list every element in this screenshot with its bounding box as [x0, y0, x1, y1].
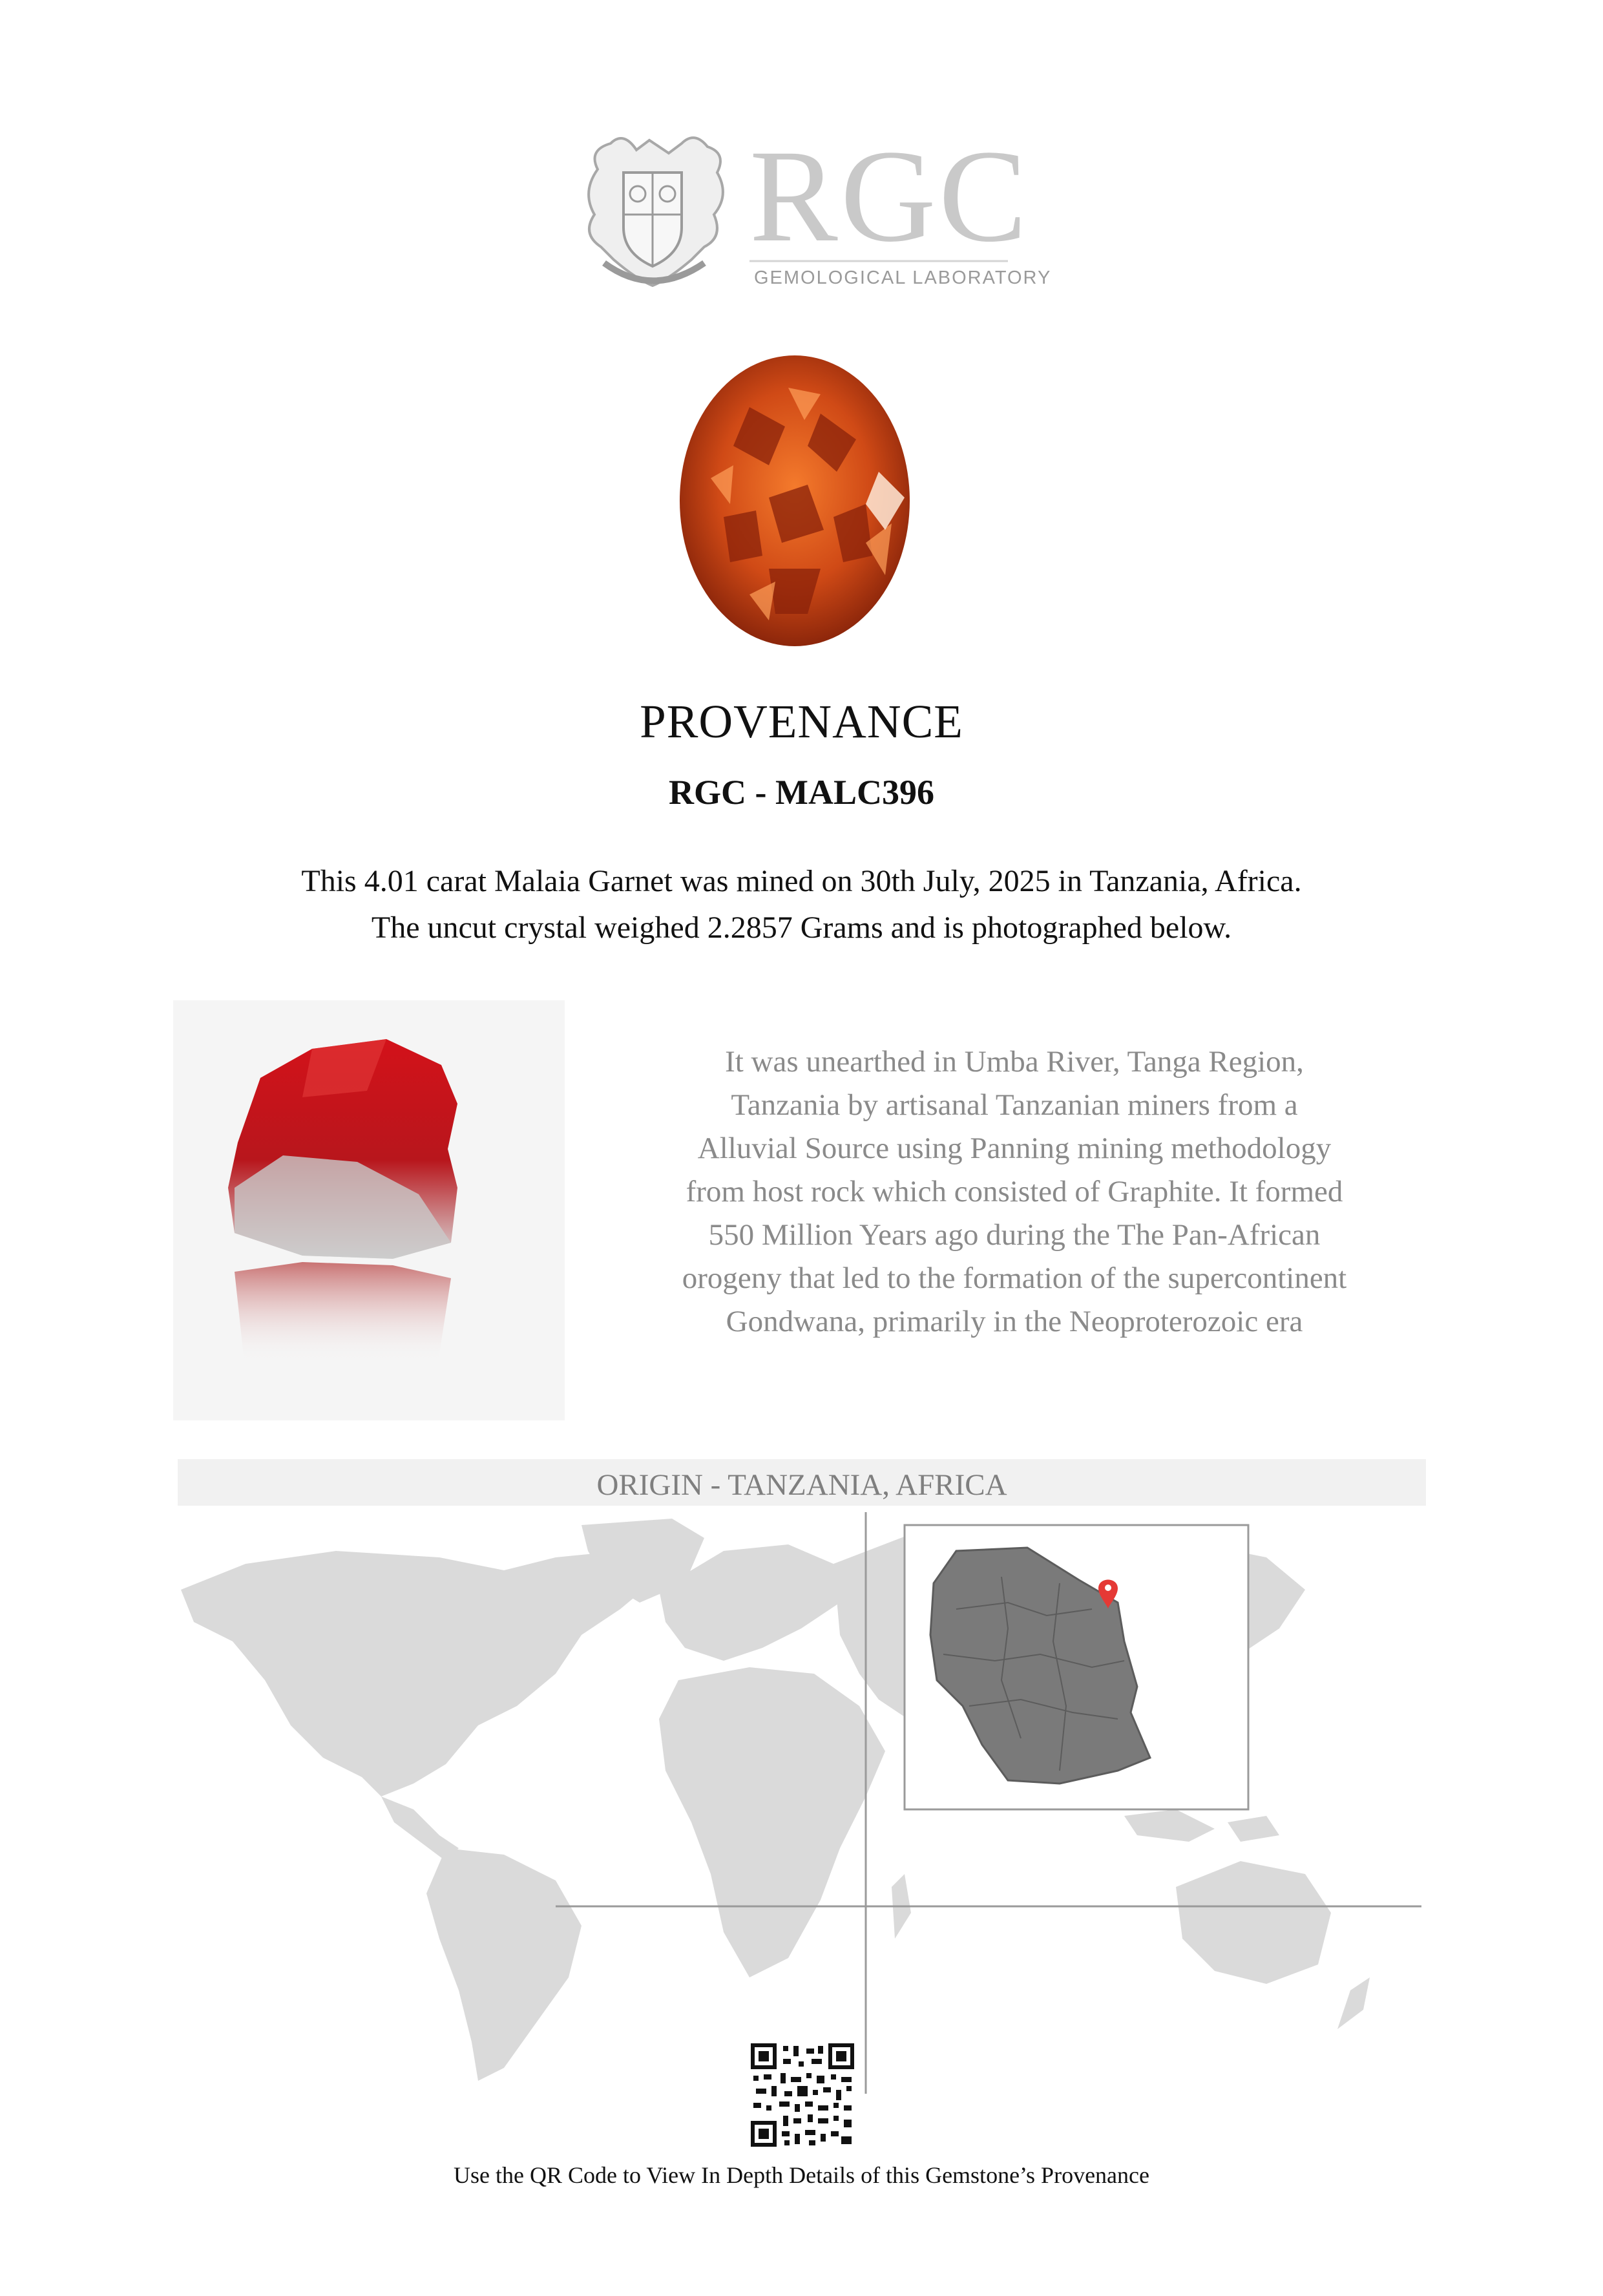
logo-letters: RGC — [749, 123, 1030, 269]
provenance-story — [633, 1040, 1396, 1343]
intro-line: The uncut crystal weighed 2.2857 Grams and is photographed below. — [371, 911, 1232, 945]
origin-heading: ORIGIN - TANZANIA, AFRICA — [178, 1459, 1426, 1506]
world-map — [168, 1512, 1434, 2094]
intro-line: This 4.01 carat Malaia Garnet was mined on 30th July, 2025 in Tanzania, Africa. — [301, 864, 1302, 898]
story-line: It was unearthed in Umba River, Tanga Region, — [725, 1045, 1304, 1079]
story-line: Gondwana, primarily in the Neoproterozoic era — [726, 1305, 1303, 1338]
story-line: from host rock which consisted of Graphite. It formed — [686, 1175, 1343, 1208]
qr-code-icon[interactable] — [751, 2043, 854, 2147]
story-line: orogeny that led to the formation of the supercontinent — [682, 1261, 1347, 1295]
rough-crystal-image — [173, 1000, 565, 1420]
story-line: Tanzania by artisanal Tanzanian miners from a — [731, 1088, 1298, 1122]
tanzania-inset — [905, 1525, 1248, 1809]
qr-instruction-text: Use the QR Code to View In Depth Details of this Gemstone’s Provenance — [454, 2162, 1149, 2188]
logo-subtitle: GEMOLOGICAL LABORATORY — [754, 268, 1052, 288]
lab-logo — [585, 123, 1052, 299]
story-line: 550 Million Years ago during the The Pan-African — [708, 1218, 1321, 1252]
intro-paragraph — [0, 858, 1603, 951]
crest-emblem — [589, 138, 723, 286]
cut-gemstone-image — [672, 349, 917, 653]
reference-number: RGC - MALC396 — [669, 773, 934, 812]
story-line: Alluvial Source using Panning mining methodology — [697, 1132, 1332, 1165]
page-title: PROVENANCE — [640, 695, 963, 748]
